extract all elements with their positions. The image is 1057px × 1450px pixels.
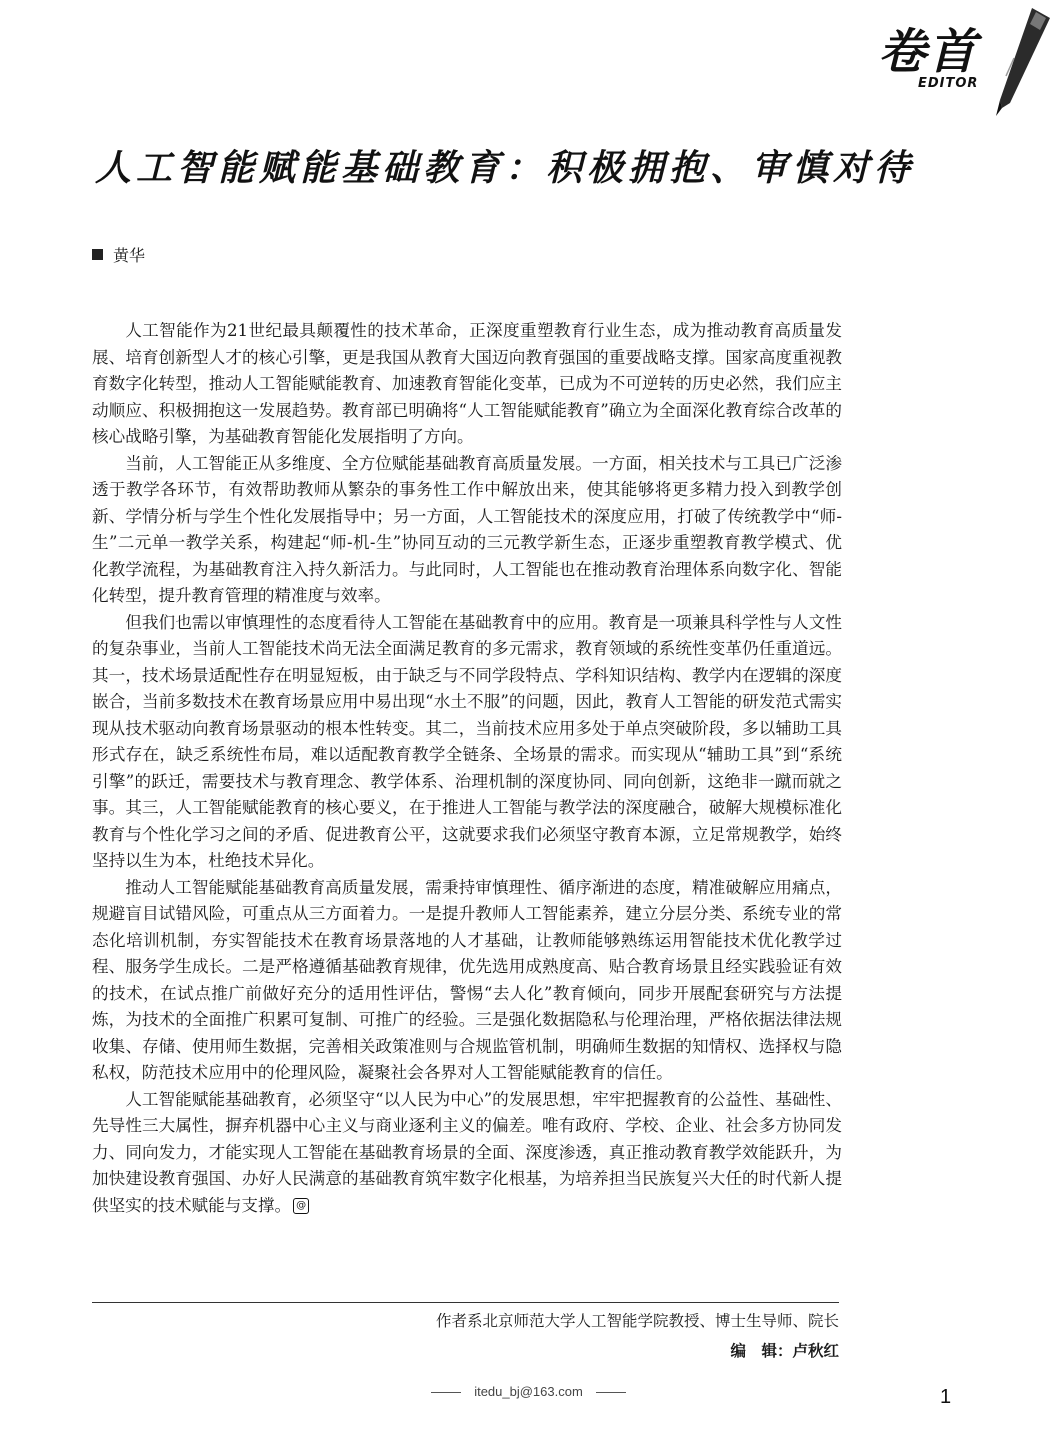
author-name: 黄华 xyxy=(113,246,146,265)
square-bullet-icon xyxy=(92,249,103,260)
article-body xyxy=(92,318,842,1219)
end-mark-icon: @ xyxy=(293,1198,309,1214)
page-number: 1 xyxy=(940,1386,952,1408)
paragraph-5: 人工智能赋能基础教育，必须坚守“以人民为中心”的发展思想，牢牢把握教育的公益性、基础性、先导性三大属性，摒弃机器中心主义与商业逐利主义的偏差。唯有政府、学校、企业、社会多方协同发力、同向发力，才能实现人工智能在基础教育场景的全面、深度渗透，真正推动教育教学效能跃升，为加快建设教育强国、办好人民满意的基础教育筑牢数字化根基，为培养担当民族复兴大任的时代新人提供坚实的技术赋能与支撑。 xyxy=(92,1089,842,1215)
footer-email: itedu_bj@163.com xyxy=(474,1384,583,1399)
paragraph-3: 但我们也需以审慎理性的态度看待人工智能在基础教育中的应用。教育是一项兼具科学性与人文性的复杂事业，当前人工智能技术尚无法全面满足教育的多元需求，教育领域的系统性变革仍任重道远。其一，技术场景适配性存在明显短板，由于缺乏与不同学段特点、学科知识结构、教学内在逻辑的深度嵌合，当前多数技术在教育场景应用中易出现“水土不服”的问题，因此，教育人工智能的研发范式需实现从技术驱动向教育场景驱动的根本性转变。其二，当前技术应用多处于单点突破阶段，多以辅助工具形式存在，缺乏系统性布局，难以适配教育教学全链条、全场景的需求。而实现从“辅助工具”到“系统引擎”的跃迁，需要技术与教育理念、教学体系、治理机制的深度协同、同向创新，这绝非一蹴而就之事。其三，人工智能赋能教育的核心要义，在于推进人工智能与教学法的深度融合，破解大规模标准化教育与个性化学习之间的矛盾、促进教育公平，这就要求我们必须坚守教育本源，立足常规教学，始终坚持以生为本，杜绝技术异化。 xyxy=(92,612,842,870)
fountain-pen-icon xyxy=(970,8,1050,118)
column-name-en: EDITOR xyxy=(918,76,979,91)
footer-rule-left xyxy=(431,1392,461,1393)
divider xyxy=(92,1302,839,1303)
author-byline xyxy=(92,243,145,266)
editor-credit: 编 辑：卢秋红 xyxy=(730,1341,839,1360)
author-affiliation: 作者系北京师范大学人工智能学院教授、博士生导师、院长 xyxy=(435,1312,839,1330)
paragraph-4: 推动人工智能赋能基础教育高质量发展，需秉持审慎理性、循序渐进的态度，精准破解应用痛点，规避盲目试错风险，可重点从三方面着力。一是提升教师人工智能素养，建立分层分类、系统专业的常态化培训机制，夯实智能技术在教育场景落地的人才基础，让教师能够熟练运用智能技术优化教学过程、服务学生成长。二是严格遵循基础教育规律，优先选用成熟度高、贴合教育场景且经实践验证有效的技术，在试点推广前做好充分的适用性评估，警惕“去人化”教育倾向，同步开展配套研究与方法提炼，为技术的全面推广积累可复制、可推广的经验。三是强化数据隐私与伦理治理，严格依据法律法规收集、存储、使用师生数据，完善相关政策准则与合规监管机制，明确师生数据的知情权、选择权与隐私权，防范技术应用中的伦理风险，凝聚社会各界对人工智能赋能教育的信任。 xyxy=(92,877,842,1082)
page-footer xyxy=(0,1384,1057,1399)
author-note xyxy=(436,1306,839,1366)
paragraph-2: 当前，人工智能正从多维度、全方位赋能基础教育高质量发展。一方面，相关技术与工具已广泛渗透于教学各环节，有效帮助教师从繁杂的事务性工作中解放出来，使其能够将更多精力投入到教学创新、学情分析与学生个性化发展指导中；另一方面，人工智能技术的深度应用，打破了传统教学中“师-生”二元单一教学关系，构建起“师-机-生”协同互动的三元教学新生态，正逐步重塑教育教学模式、优化教学流程，为基础教育注入持久新活力。与此同时，人工智能也在推动教育治理体系向数字化、智能化转型，提升教育管理的精准度与效率。 xyxy=(92,453,842,605)
column-logo xyxy=(858,18,1048,98)
paragraph-5-wrapper xyxy=(92,1087,842,1220)
article-title: 人工智能赋能基础教育：积极拥抱、审慎对待 xyxy=(95,147,916,189)
paragraph-1: 人工智能作为21世纪最具颠覆性的技术革命，正深度重塑教育行业生态，成为推动教育高质量发展、培育创新型人才的核心引擎，更是我国从教育大国迈向教育强国的重要战略支撑。国家高度重视教育数字化转型，推动人工智能赋能教育、加速教育智能化变革，已成为不可逆转的历史必然，我们应主动顺应、积极拥抱这一发展趋势。教育部已明确将“人工智能赋能教育”确立为全面深化教育综合改革的核心战略引擎，为基础教育智能化发展指明了方向。 xyxy=(92,321,842,446)
column-name: 卷首 xyxy=(878,24,979,80)
footer-rule-right xyxy=(596,1392,626,1393)
